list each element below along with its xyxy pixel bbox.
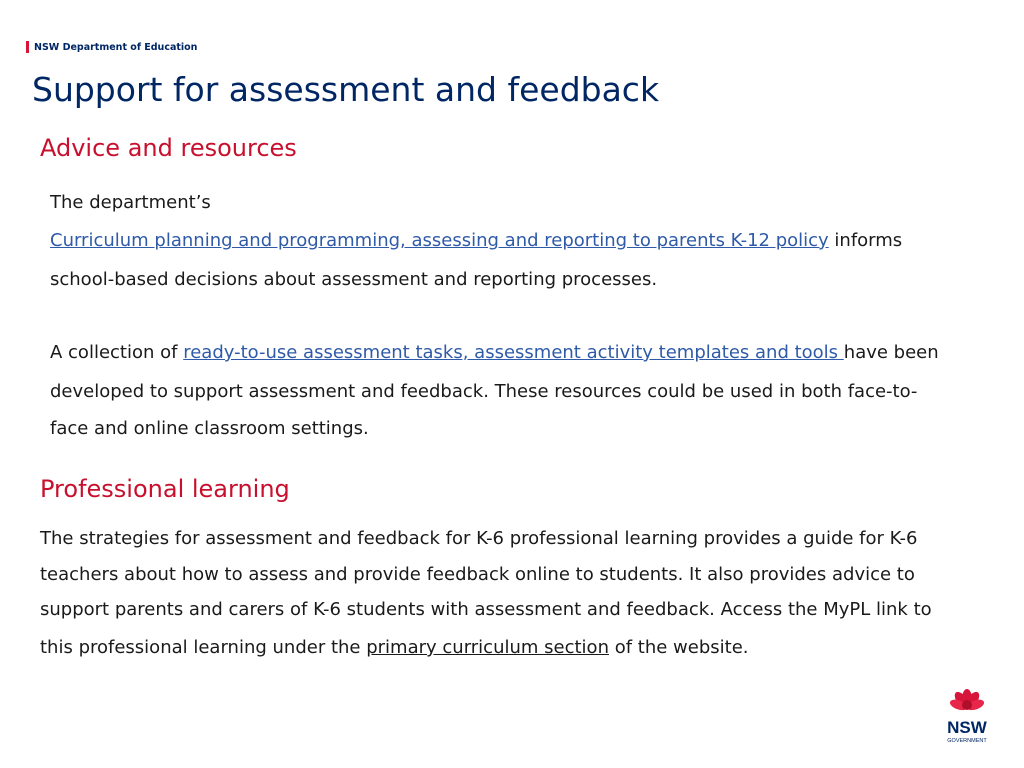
text-fragment: A collection of — [50, 342, 184, 363]
page-title: Support for assessment and feedback — [32, 70, 660, 109]
text-line — [50, 342, 939, 363]
text-line: The department’s — [50, 192, 211, 213]
text-line — [50, 230, 902, 251]
text-line: school-based decisions about assessment and reporting processes. — [50, 269, 658, 290]
logo-subtext: GOVERNMENT — [947, 738, 987, 744]
text-line: support parents and carers of K-6 students with assessment and feedback. Access the MyPL link to — [40, 599, 932, 620]
department-header — [26, 40, 197, 54]
advice-heading: Advice and resources — [40, 134, 297, 162]
text-line: developed to support assessment and feedback. These resources could be used in both face-to- — [50, 381, 918, 402]
policy-link[interactable]: Curriculum planning and programming, assessing and reporting to parents K-12 policy — [50, 230, 829, 251]
text-fragment: of the website. — [608, 637, 749, 658]
text-fragment: this professional learning under the — [40, 637, 367, 658]
text-fragment: have been — [843, 342, 939, 363]
primary-curriculum-link[interactable]: primary curriculum section — [366, 637, 609, 658]
text-fragment: informs — [828, 230, 903, 251]
text-line: The strategies for assessment and feedback for K-6 professional learning provides a guide for K-6 — [40, 528, 918, 549]
logo-wordmark: NSW — [947, 718, 987, 737]
department-name: NSW Department of Education — [34, 41, 198, 53]
text-line: face and online classroom settings. — [50, 418, 369, 439]
waratah-icon — [949, 689, 986, 712]
text-line — [40, 637, 749, 658]
assessment-tasks-link[interactable]: ready-to-use assessment tasks, assessment activity templates and tools — [183, 342, 844, 363]
text-line: teachers about how to assess and provide feedback online to students. It also provides advice to — [40, 564, 915, 585]
nsw-government-logo — [938, 686, 996, 746]
professional-learning-heading: Professional learning — [40, 475, 290, 503]
accent-bar — [26, 41, 29, 53]
